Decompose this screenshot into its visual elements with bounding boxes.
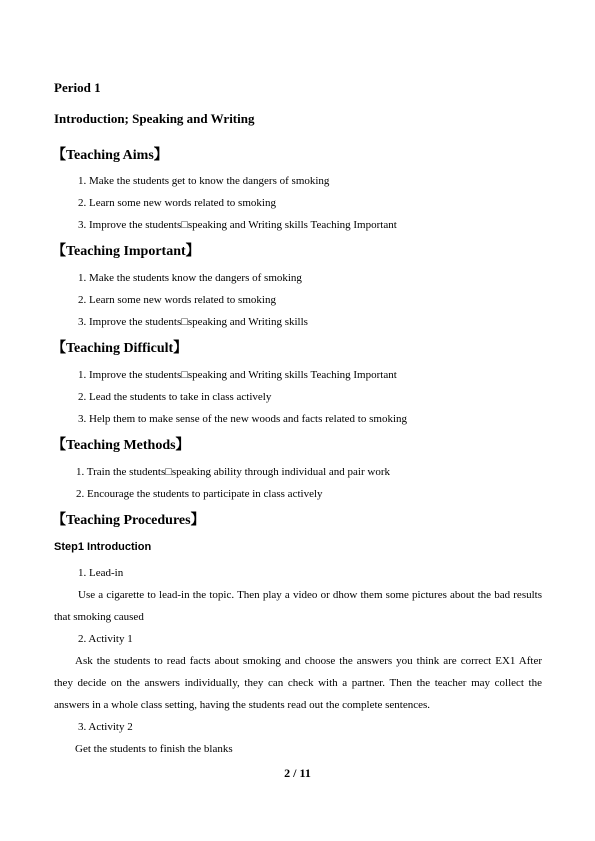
lesson-title: Introduction; Speaking and Writing: [54, 111, 255, 126]
list-item: 2. Lead the students to take in class actively: [78, 391, 272, 403]
page-number: 2 / 11: [284, 766, 311, 780]
period-heading: Period 1: [54, 80, 101, 95]
list-item: 1. Make the students know the dangers of smoking: [78, 272, 302, 284]
list-item: 3. Improve the students□speaking and Writing skills Teaching Important: [78, 219, 397, 231]
list-item: 1. Train the students□speaking ability through individual and pair work: [76, 466, 390, 478]
section-heading-difficult: 【Teaching Difficult】: [52, 341, 188, 356]
list-item: 3. Improve the students□speaking and Writing skills: [78, 316, 308, 328]
step-heading: Step1 Introduction: [54, 541, 152, 553]
leadin-paragraph: Use a cigarette to lead-in the topic. Then play a video or dhow them some pictures about the bad results that smoking caused: [54, 589, 542, 623]
list-item: 2. Learn some new words related to smoking: [78, 197, 276, 209]
activity1-label: 2. Activity 1: [78, 633, 133, 645]
section-heading-procedures: 【Teaching Procedures】: [52, 513, 205, 528]
leadin-label: 1. Lead-in: [78, 567, 124, 579]
section-heading-methods: 【Teaching Methods】: [52, 438, 190, 453]
list-item: 2. Encourage the students to participate in class actively: [76, 488, 323, 500]
list-item: 1. Make the students get to know the dangers of smoking: [78, 175, 330, 187]
section-heading-aims: 【Teaching Aims】: [52, 148, 168, 163]
activity1-paragraph: Ask the students to read facts about smoking and choose the answers you think are correct EX1 After they decide on the answers individually, they can check with a partner. Then the teacher may collect the answers in a whole class setting, having the students read out the complete sentences.: [54, 655, 542, 711]
section-heading-important: 【Teaching Important】: [52, 244, 200, 259]
activity2-paragraph: Get the students to finish the blanks: [75, 743, 233, 755]
list-item: 1. Improve the students□speaking and Writing skills Teaching Important: [78, 369, 397, 381]
list-item: 2. Learn some new words related to smoking: [78, 294, 276, 306]
list-item: 3. Help them to make sense of the new woods and facts related to smoking: [78, 413, 408, 425]
activity2-label: 3. Activity 2: [78, 721, 133, 733]
